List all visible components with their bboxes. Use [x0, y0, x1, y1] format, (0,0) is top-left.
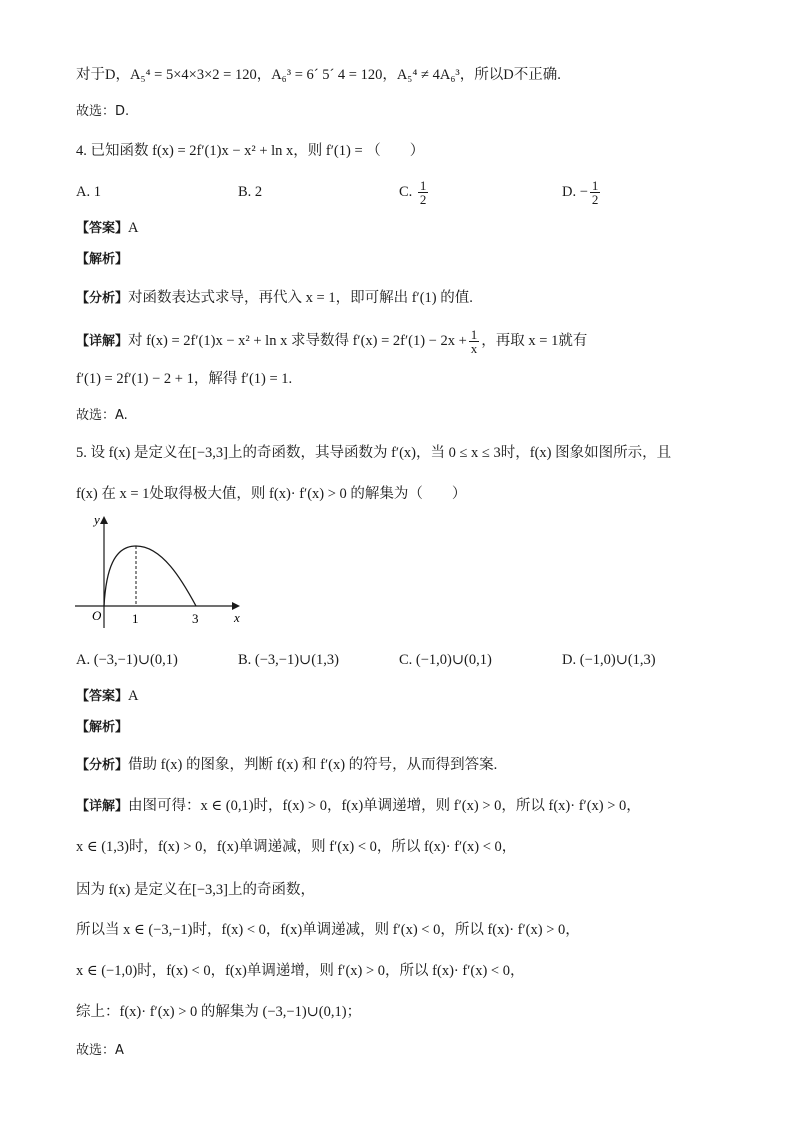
select-d: 故选：D.	[76, 104, 130, 119]
y-label: y	[94, 512, 100, 527]
function-graph	[70, 510, 250, 630]
q5-analysis: 【分析】借助 f(x) 的图象，判断 f(x) 和 f′(x) 的符号，从而得到答案.	[76, 757, 498, 773]
fraction: $\frac{1}{x}$	[470, 327, 478, 356]
q5-detail-3: 因为 f(x) 是定义在[−3,3]上的奇函数，	[76, 882, 315, 898]
q5-option-a: A. (−3,−1)∪(0,1)	[76, 652, 178, 668]
q5-detail-6: 综上：f(x)· f′(x) > 0 的解集为 (−3,−1)∪(0,1)；	[76, 1004, 362, 1020]
tick-1: 1	[132, 611, 139, 626]
fraction: $\frac{1}{2}$	[591, 178, 599, 207]
q4-detail: 【详解】对 f(x) = 2f′(1)x − x² + ln x 求导数得 f′(x) = 2f′(1) − 2x + $\frac{1}{x}$ ，再取 x = 1就有	[76, 327, 588, 356]
q4-option-b: B. 2	[238, 184, 263, 200]
q4-option-c: C. $\frac{1}{2}$	[399, 178, 427, 207]
origin-label: O	[92, 608, 102, 623]
q5-detail-1: 【详解】由图可得：x ∈ (0,1)时，f(x) > 0，f(x)单调递增，则 f′(x) > 0，所以 f(x)· f′(x) > 0，	[76, 798, 641, 814]
q5-detail-5: x ∈ (−1,0)时，f(x) < 0，f(x)单调递增，则 f′(x) > 0，所以 f(x)· f′(x) < 0，	[76, 963, 525, 979]
q4-option-a: A. 1	[76, 184, 101, 200]
x-axis-arrow	[232, 602, 240, 610]
tick-3: 3	[192, 611, 199, 626]
q5-option-c: C. (−1,0)∪(0,1)	[399, 652, 492, 668]
q5-select: 故选：A	[76, 1043, 124, 1058]
option-d-analysis: 对于D，A₅⁴ = 5×4×3×2 = 120，A₆³ = 6´ 5´ 4 = 120，A₅⁴ ≠ 4A₆³，所以D不正确.	[76, 67, 561, 83]
q4-stem: 4. 已知函数 f(x) = 2f′(1)x − x² + ln x，则 f′(1) = （ ）	[76, 143, 425, 159]
q5-jiexi: 【解析】	[76, 720, 129, 735]
q4-option-d: D. − $\frac{1}{2}$	[562, 178, 599, 207]
x-label: x	[234, 610, 240, 625]
q4-answer: 【答案】A	[76, 220, 139, 236]
curve	[104, 546, 196, 606]
q4-detail-2: f′(1) = 2f′(1) − 2 + 1，解得 f′(1) = 1.	[76, 371, 293, 387]
fraction: $\frac{1}{2}$	[419, 178, 427, 207]
q5-detail-2: x ∈ (1,3)时，f(x) > 0，f(x)单调递减，则 f′(x) < 0，所以 f(x)· f′(x) < 0，	[76, 839, 517, 855]
q5-stem: 5. 设 f(x) 是定义在[−3,3]上的奇函数，其导函数为 f′(x)，当 0 ≤ x ≤ 3时，f(x) 图象如图所示，且	[76, 445, 672, 461]
q5-answer: 【答案】A	[76, 688, 139, 704]
q4-analysis: 【分析】对函数表达式求导，再代入 x = 1，即可解出 f′(1) 的值.	[76, 290, 473, 306]
q4-select: 故选：A.	[76, 408, 128, 423]
y-axis-arrow	[100, 516, 108, 524]
q5-option-d: D. (−1,0)∪(1,3)	[562, 652, 656, 668]
q5-stem-2: f(x) 在 x = 1处取得极大值，则 f(x)· f′(x) > 0 的解集为（ ）	[76, 486, 467, 502]
q4-jiexi: 【解析】	[76, 252, 129, 267]
q5-option-b: B. (−3,−1)∪(1,3)	[238, 652, 339, 668]
q5-detail-4: 所以当 x ∈ (−3,−1)时，f(x) < 0，f(x)单调递减，则 f′(x) < 0，所以 f(x)· f′(x) > 0，	[76, 922, 580, 938]
